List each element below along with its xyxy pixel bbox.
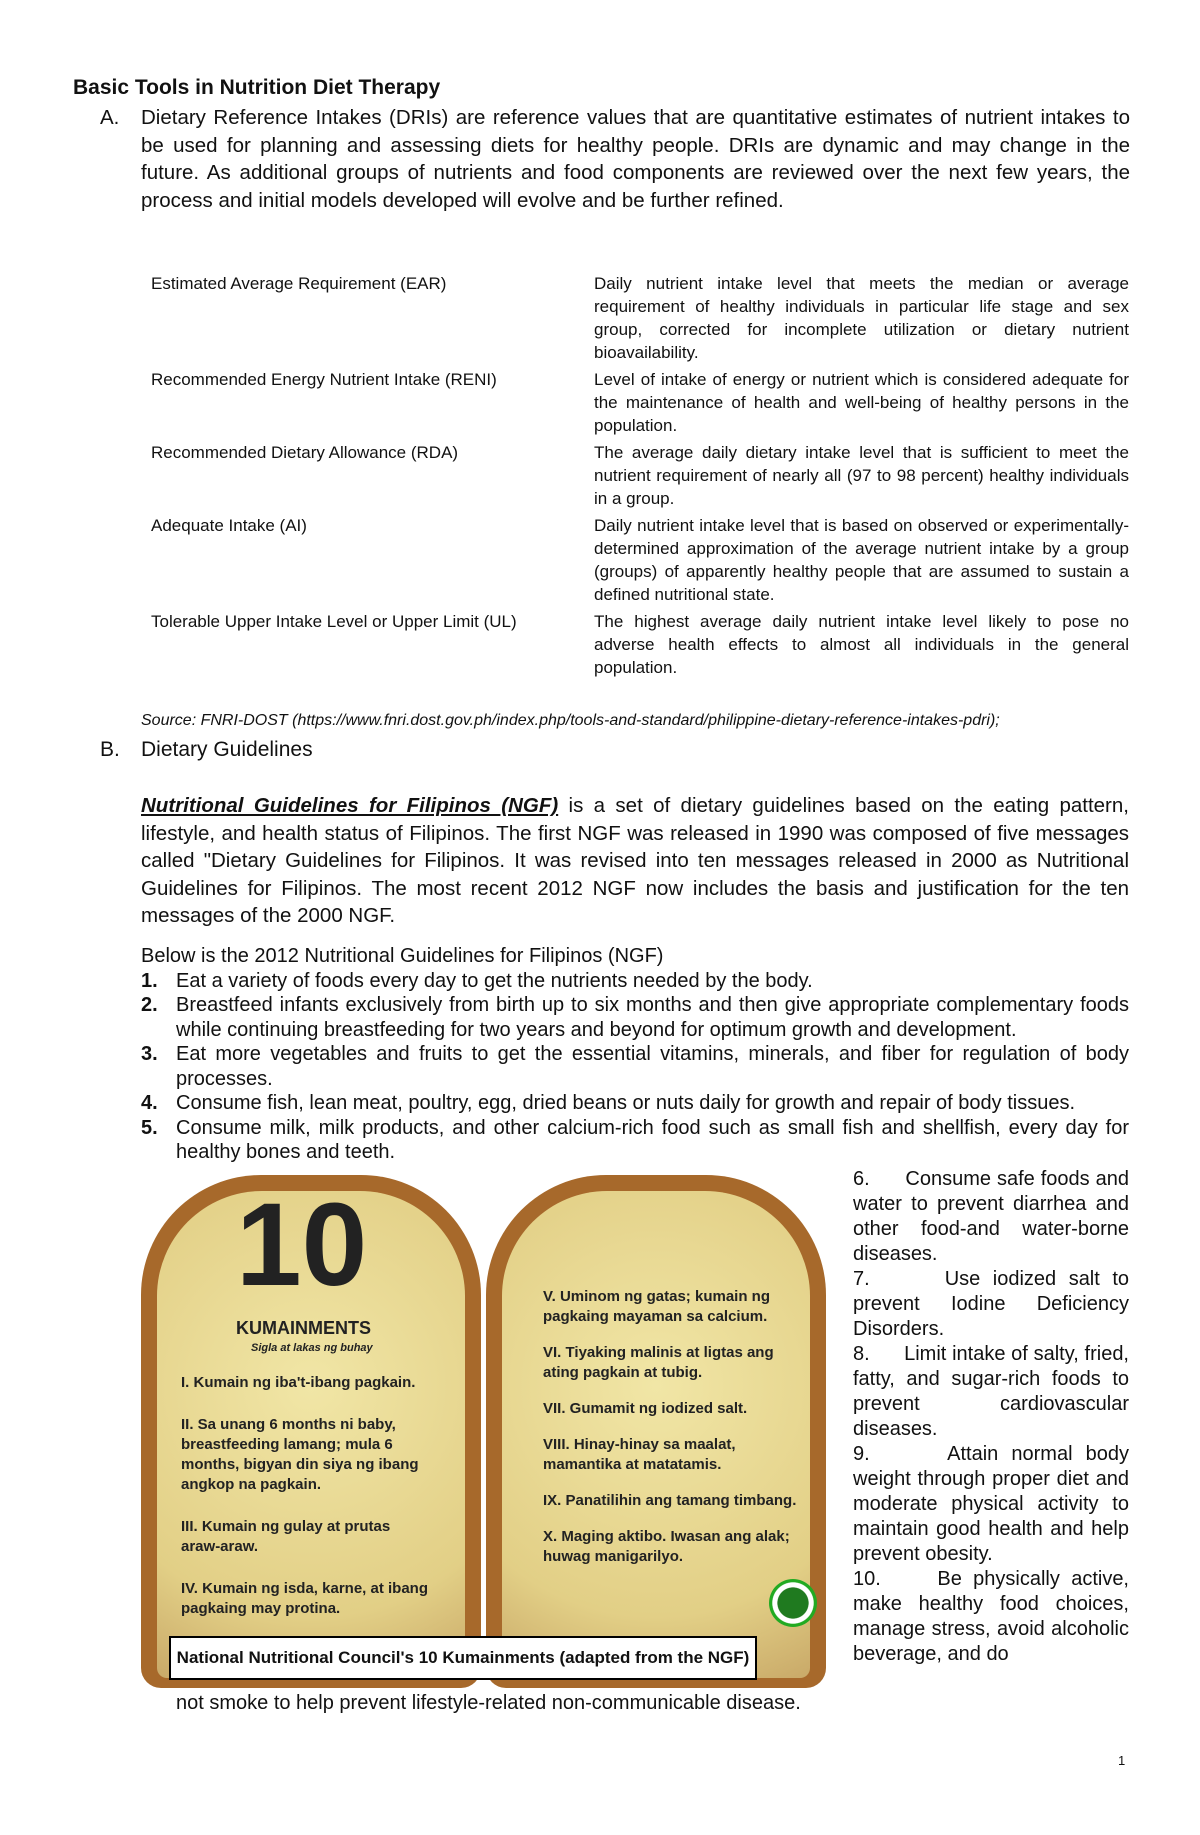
dri-term: Recommended Dietary Allowance (RDA) <box>151 443 459 462</box>
item-text: Eat more vegetables and fruits to get the essential vitamins, minerals, and fiber for regulation of body processes. <box>176 1043 1129 1090</box>
guidelines-list <box>141 969 1129 1165</box>
page-number: 1 <box>1118 1753 1126 1768</box>
item-text: Breastfeed infants exclusively from birth up to six months and then give appropriate complementary foods while continuing breastfeeding for two years and beyond for optimum growth and development. <box>176 994 1129 1041</box>
section-a-text: Dietary Reference Intakes (DRIs) are reference values that are quantitative estimates of nutrient intakes to be used for planning and assessing diets for healthy people. DRIs are dynamic and may change in the future. As additional groups of nutrients and food components are reviewed over the next few years, the process and initial models developed will evolve and be further refined. <box>141 106 1130 212</box>
section-a <box>100 104 1130 214</box>
nnc-seal-icon <box>769 1579 817 1627</box>
list-item: 10. Be physically active, make healthy food choices, manage stress, avoid alcoholic beverage, and do <box>853 1568 1135 1665</box>
dri-table <box>151 272 1129 683</box>
section-b-label: B. <box>100 738 120 761</box>
kumainment-item: I. Kumain ng iba't-ibang pagkain. <box>181 1374 416 1391</box>
item-number: 2. <box>141 994 158 1016</box>
ngf-paragraph <box>141 792 1129 930</box>
dri-term: Estimated Average Requirement (EAR) <box>151 274 447 293</box>
table-row <box>151 514 1129 610</box>
table-row <box>151 610 1129 683</box>
item-number: 1. <box>141 969 158 992</box>
page-title: Basic Tools in Nutrition Diet Therapy <box>73 76 441 99</box>
list-item <box>141 1091 1129 1116</box>
list-item: 8. Limit intake of salty, fried, fatty, and sugar-rich foods to prevent cardiovascular diseases. <box>853 1343 1135 1440</box>
ngf-text: is a set of dietary guidelines based on the eating pattern, lifestyle, and health status of Filipinos. The first NGF was released in 1990 was composed of five messages called "Dietary Guidelines for Filipinos. It was revised into ten messages released in 2000 as Nutritional Guidelines for Filipinos. The most recent 2012 NGF now includes the basis and justification for the ten messages of the 2000 NGF. <box>141 794 1129 927</box>
kumainment-item: IV. Kumain ng isda, karne, at ibang pagkaing may protina. <box>181 1580 429 1617</box>
kumainment-item: VII. Gumamit ng iodized salt. <box>543 1400 748 1417</box>
kumainments-image <box>141 1175 839 1688</box>
table-row <box>151 368 1129 441</box>
kumainment-item: VI. Tiyaking malinis at ligtas ang ating pagkain at tubig. <box>543 1344 774 1381</box>
kumainment-item: IX. Panatilihin ang tamang timbang. <box>543 1492 797 1509</box>
dri-definition: Daily nutrient intake level that is based on observed or experimentally-determined approximation of the average nutrient intake by a group (groups) of apparently healthy people that are assumed to sustain a defined nutritional state. <box>594 516 1129 604</box>
guidelines-block <box>141 944 1129 1165</box>
kumainment-item: III. Kumain ng gulay at prutas araw-araw. <box>181 1518 391 1555</box>
ngf-term: Nutritional Guidelines for Filipinos (NGF) <box>141 794 559 817</box>
list-intro: Below is the 2012 Nutritional Guidelines for Filipinos (NGF) <box>141 945 664 967</box>
image-caption: National Nutritional Council's 10 Kumainments (adapted from the NGF) <box>169 1636 757 1680</box>
item-text: Eat a variety of foods every day to get the nutrients needed by the body. <box>176 969 813 992</box>
big-ten: 10 <box>236 1179 368 1311</box>
item-text: Consume milk, milk products, and other calcium-rich food such as small fish and shellfish, every day for healthy bones and teeth. <box>176 1116 1129 1163</box>
list-item <box>141 1042 1129 1091</box>
guidelines-continued <box>853 1167 1135 1667</box>
kumainment-item: II. Sa unang 6 months ni baby, breastfeeding lamang; mula 6 months, bigyan din siya ng ibang angkop na pagkain. <box>181 1416 419 1493</box>
table-row <box>151 441 1129 514</box>
list-item: 9. Attain normal body weight through proper diet and moderate physical activity to maintain good health and help prevent obesity. <box>853 1443 1135 1565</box>
item-text: Consume fish, lean meat, poultry, egg, dried beans or nuts daily for growth and repair of body tissues. <box>176 1092 1076 1114</box>
list-item: 6. Consume safe foods and water to prevent diarrhea and other food-and water-borne diseases. <box>853 1168 1135 1265</box>
kumainment-item: X. Maging aktibo. Iwasan ang alak; huwag manigarilyo. <box>543 1528 790 1565</box>
source-citation: Source: FNRI-DOST (https://www.fnri.dost.gov.ph/index.php/tools-and-standard/philippine-dietary-reference-intakes-pdri); <box>141 712 1000 729</box>
dri-term: Recommended Energy Nutrient Intake (RENI) <box>151 370 497 389</box>
table-row <box>151 272 1129 368</box>
kumainments-heading: KUMAINMENTS <box>236 1318 371 1338</box>
dri-definition: Level of intake of energy or nutrient which is considered adequate for the maintenance of health and well-being of healthy persons in the population. <box>594 370 1129 435</box>
dri-term: Adequate Intake (AI) <box>151 516 307 535</box>
kumainment-item: V. Uminom ng gatas; kumain ng pagkaing mayaman sa calcium. <box>543 1288 770 1325</box>
right-slice-list <box>543 1287 813 1583</box>
left-slice-list <box>181 1373 431 1641</box>
tagline: Sigla at lakas ng buhay <box>251 1342 373 1354</box>
dri-term: Tolerable Upper Intake Level or Upper Limit (UL) <box>151 612 517 631</box>
list-item <box>141 1116 1129 1165</box>
list-item <box>141 993 1129 1042</box>
item-number: 3. <box>141 1043 158 1065</box>
list-item <box>141 969 1129 994</box>
dri-definition: Daily nutrient intake level that meets the median or average requirement of healthy individuals in particular life stage and sex group, corrected for incomplete utilization or dietary nutrient bioavailability. <box>594 274 1129 362</box>
list-item: 7. Use iodized salt to prevent Iodine Deficiency Disorders. <box>853 1268 1135 1340</box>
section-b-title: Dietary Guidelines <box>141 738 313 761</box>
section-b-heading <box>100 738 313 762</box>
section-a-label: A. <box>100 106 120 129</box>
dri-definition: The average daily dietary intake level that is sufficient to meet the nutrient requirement of nearly all (97 to 98 percent) healthy individuals in a group. <box>594 443 1129 508</box>
item-number: 4. <box>141 1092 158 1114</box>
last-line: not smoke to help prevent lifestyle-related non-communicable disease. <box>176 1692 801 1714</box>
kumainment-item: VIII. Hinay-hinay sa maalat, mamantika at matatamis. <box>543 1436 736 1473</box>
dri-definition: The highest average daily nutrient intake level likely to pose no adverse health effects to almost all individuals in the general population. <box>594 612 1129 677</box>
item-number: 5. <box>141 1116 158 1139</box>
